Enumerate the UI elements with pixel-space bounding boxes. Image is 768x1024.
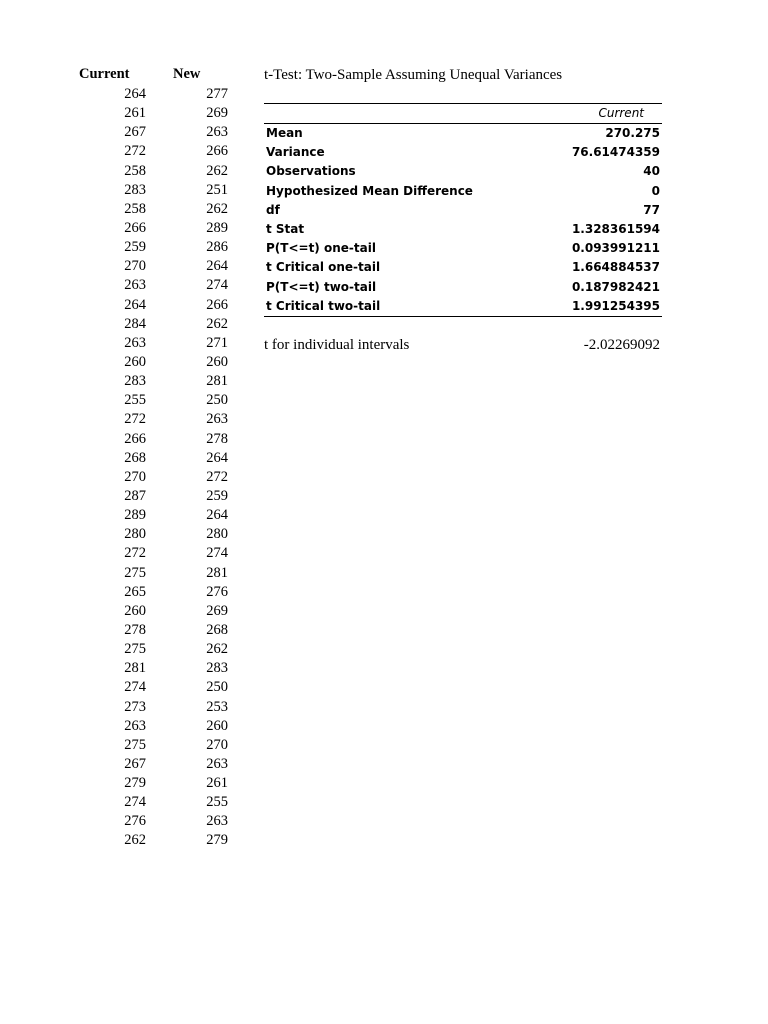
current-value-cell: 268 <box>124 449 146 466</box>
new-value-cell: 272 <box>206 468 228 485</box>
current-value-cell: 264 <box>124 296 146 313</box>
current-value-cell: 287 <box>124 487 146 504</box>
current-value-cell: 283 <box>124 373 146 390</box>
ttest-row-label: P(T<=t) one-tail <box>266 241 376 256</box>
ttest-column-header: Current <box>264 104 662 124</box>
current-value-cell: 255 <box>124 392 146 409</box>
current-value-cell: 273 <box>124 698 146 715</box>
current-value-cell: 262 <box>124 832 146 849</box>
new-value-cell: 263 <box>206 411 228 428</box>
new-value-cell: 286 <box>206 239 228 256</box>
new-value-cell: 266 <box>206 296 228 313</box>
new-value-cell: 261 <box>206 775 228 792</box>
ttest-row <box>264 201 662 220</box>
ttest-row-label: t Stat <box>266 221 305 236</box>
current-value-cell: 272 <box>124 143 146 160</box>
current-value-cell: 284 <box>124 315 146 332</box>
ttest-row-value: 1.664884537 <box>571 260 660 275</box>
current-value-cell: 272 <box>124 545 146 562</box>
ttest-row-label: P(T<=t) two-tail <box>266 279 377 294</box>
new-value-cell: 263 <box>206 755 228 772</box>
ttest-output <box>264 64 662 356</box>
new-value-cell: 255 <box>206 794 228 811</box>
new-value-cell: 274 <box>206 545 228 562</box>
new-value-cell: 260 <box>206 353 228 370</box>
new-value-cell: 251 <box>206 181 228 198</box>
ttest-row <box>264 258 662 277</box>
ttest-rows <box>264 124 662 316</box>
current-value-cell: 260 <box>124 602 146 619</box>
current-value-cell: 263 <box>124 277 146 294</box>
new-value-cell: 259 <box>206 487 228 504</box>
new-value-cell: 262 <box>206 162 228 179</box>
current-value-cell: 275 <box>124 736 146 753</box>
ttest-row <box>264 278 662 297</box>
ttest-row-value: 270.275 <box>605 126 660 140</box>
current-value-cell: 264 <box>124 86 146 102</box>
new-value-cell: 276 <box>206 583 228 600</box>
ttest-row-value: 77 <box>643 202 660 217</box>
current-value-cell: 276 <box>124 813 146 830</box>
new-value-cell: 269 <box>206 602 228 619</box>
ttest-row-value: 1.991254395 <box>571 298 660 313</box>
current-value-cell: 258 <box>124 200 146 217</box>
current-value-cell: 274 <box>124 679 146 696</box>
ttest-row-value: 1.328361594 <box>571 221 660 236</box>
current-column <box>70 64 146 851</box>
new-value-cell: 253 <box>206 698 228 715</box>
ttest-row <box>264 220 662 239</box>
ttest-row <box>264 297 662 316</box>
ttest-row-value: 0.093991211 <box>571 241 660 256</box>
new-value-cell: 271 <box>206 334 228 351</box>
ttest-row-value: 0.187982421 <box>571 279 660 294</box>
new-value-cell: 264 <box>206 258 228 275</box>
ttest-row-label: Mean <box>266 126 303 140</box>
individual-interval-value: -2.02269092 <box>583 336 660 353</box>
new-value-cell: 262 <box>206 641 228 658</box>
ttest-row-value: 40 <box>643 164 660 179</box>
ttest-row-label: df <box>266 202 280 217</box>
ttest-row <box>264 182 662 201</box>
ttest-row <box>264 143 662 162</box>
current-value-cell: 263 <box>124 717 146 734</box>
current-column-header: Current <box>79 66 130 82</box>
new-value-cell: 264 <box>206 507 228 524</box>
ttest-row-label: t Critical one-tail <box>266 260 381 275</box>
new-column <box>158 64 228 851</box>
current-value-cell: 283 <box>124 181 146 198</box>
new-column-header: New <box>173 66 201 82</box>
current-value-cell: 280 <box>124 526 146 543</box>
current-values <box>70 85 146 851</box>
new-value-cell: 263 <box>206 124 228 141</box>
current-value-cell: 266 <box>124 219 146 236</box>
new-values <box>158 85 228 851</box>
new-value-cell: 279 <box>206 832 228 849</box>
current-value-cell: 289 <box>124 507 146 524</box>
new-value-cell: 289 <box>206 219 228 236</box>
ttest-row-value: 0 <box>651 183 660 198</box>
ttest-row <box>264 124 662 143</box>
current-value-cell: 272 <box>124 411 146 428</box>
ttest-row-label: Variance <box>266 145 325 160</box>
new-value-cell: 281 <box>206 373 228 390</box>
current-value-cell: 265 <box>124 583 146 600</box>
new-value-cell: 269 <box>206 105 228 122</box>
new-value-cell: 263 <box>206 813 228 830</box>
current-value-cell: 279 <box>124 775 146 792</box>
ttest-row-label: Observations <box>266 164 356 179</box>
current-value-cell: 281 <box>124 660 146 677</box>
current-value-cell: 261 <box>124 105 146 122</box>
ttest-row-value: 76.61474359 <box>571 145 660 160</box>
new-value-cell: 274 <box>206 277 228 294</box>
new-value-cell: 264 <box>206 449 228 466</box>
ttest-title: t-Test: Two-Sample Assuming Unequal Variances <box>264 67 563 83</box>
current-value-cell: 259 <box>124 239 146 256</box>
new-value-cell: 280 <box>206 526 228 543</box>
new-value-cell: 268 <box>206 621 228 638</box>
new-value-cell: 277 <box>206 86 228 102</box>
new-value-cell: 262 <box>206 315 228 332</box>
current-value-cell: 263 <box>124 334 146 351</box>
individual-interval-row <box>264 334 662 356</box>
new-value-cell: 262 <box>206 200 228 217</box>
current-value-cell: 267 <box>124 755 146 772</box>
ttest-row-label: Hypothesized Mean Difference <box>266 183 473 198</box>
new-value-cell: 281 <box>206 564 228 581</box>
current-value-cell: 274 <box>124 794 146 811</box>
current-value-cell: 270 <box>124 468 146 485</box>
current-value-cell: 258 <box>124 162 146 179</box>
current-value-cell: 267 <box>124 124 146 141</box>
new-value-cell: 250 <box>206 392 228 409</box>
individual-interval-label: t for individual intervals <box>264 336 410 353</box>
new-value-cell: 260 <box>206 717 228 734</box>
current-value-cell: 266 <box>124 430 146 447</box>
ttest-row <box>264 162 662 181</box>
current-value-cell: 260 <box>124 353 146 370</box>
ttest-table <box>264 103 662 317</box>
current-value-cell: 278 <box>124 621 146 638</box>
new-value-cell: 270 <box>206 736 228 753</box>
new-value-cell: 250 <box>206 679 228 696</box>
current-value-cell: 275 <box>124 641 146 658</box>
new-value-cell: 283 <box>206 660 228 677</box>
current-value-cell: 270 <box>124 258 146 275</box>
new-value-cell: 266 <box>206 143 228 160</box>
new-value-cell: 278 <box>206 430 228 447</box>
current-value-cell: 275 <box>124 564 146 581</box>
ttest-row <box>264 239 662 258</box>
ttest-row-label: t Critical two-tail <box>266 298 381 313</box>
